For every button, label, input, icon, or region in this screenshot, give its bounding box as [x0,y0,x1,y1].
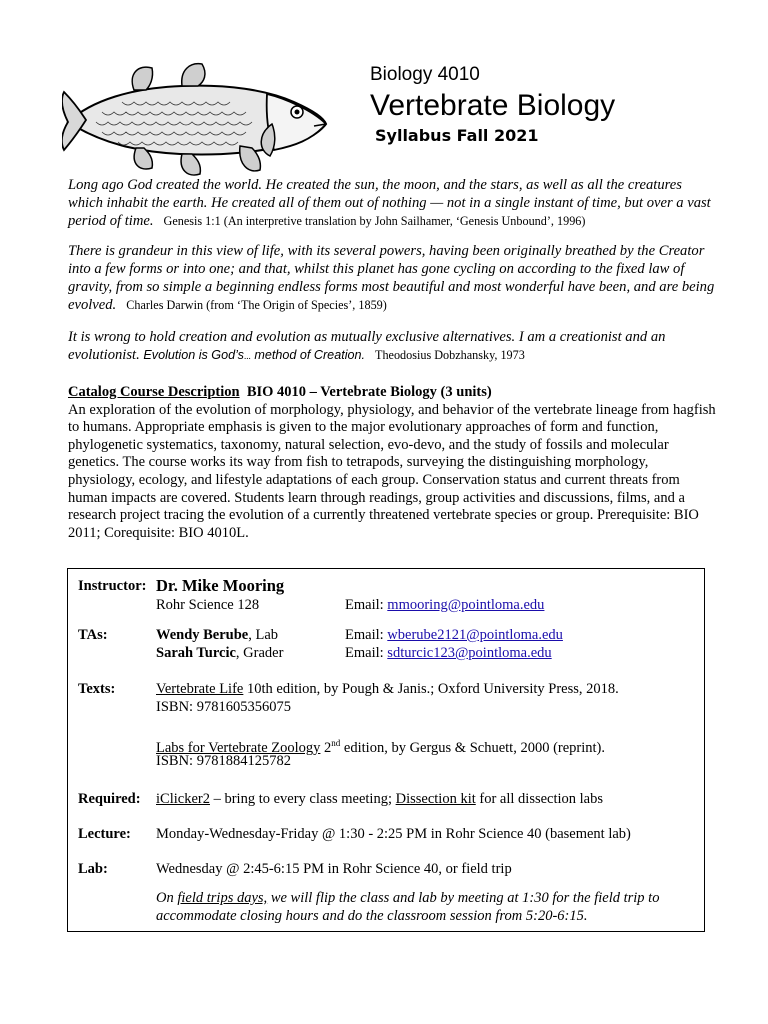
required-item-iclicker-note: – bring to every class meeting; [209,791,396,807]
ta-1 [156,627,278,645]
instructor-name: Dr. Mike Mooring [156,576,285,595]
required-label: Required: [78,791,141,807]
textbook-1-isbn: ISBN: 9781605356075 [156,699,291,715]
textbook-2-isbn: ISBN: 9781884125782 [156,753,291,769]
required-item-dissection-note: for all dissection labs [475,791,604,807]
instructor-label: Instructor: [78,578,147,594]
course-info-box [67,568,705,932]
ta-2-email [345,645,552,663]
course-title: Vertebrate Biology [370,89,616,122]
catalog-label: Catalog Course Description [68,384,240,400]
lab-label: Lab: [78,861,108,877]
catalog-heading [68,384,718,402]
required-item-dissection-kit: Dissection kit [395,791,476,807]
quote-text: It is wrong to hold creation and evolution as mutually exclusive alternatives. I am a creationist and an evolutionist. [68,329,666,363]
catalog-course: BIO 4010 – Vertebrate Biology (3 units) [246,384,492,400]
lab-schedule: Wednesday @ 2:45-6:15 PM in Rohr Science 40, or field trip [156,861,512,877]
instructor-office: Rohr Science 128 [156,597,260,613]
ta-1-email-link[interactable]: wberube2121@pointloma.edu [387,627,563,643]
required-item-iclicker: iClicker2 [156,791,210,807]
quote-source: Theodosius Dobzhansky, 1973 [375,348,525,362]
catalog-description [68,384,718,542]
quote-darwin [68,242,718,314]
email-label: Email: [345,627,384,643]
ta-2 [156,645,283,663]
ta-1-email [345,627,563,645]
textbook-1 [156,681,619,699]
field-trip-note [156,889,686,925]
field-trip-note-a: On [156,890,178,906]
tas-label: TAs: [78,627,108,643]
quote-ellipsis: ... [243,351,251,361]
course-number: Biology 4010 [370,64,480,85]
quote-source: Charles Darwin (from ‘The Origin of Species’, 1859) [126,298,387,312]
ta-2-name: Sarah Turcic [156,645,236,661]
required-items [156,791,603,809]
ta-2-role: , Grader [235,645,284,661]
ta-1-role: , Lab [248,627,279,643]
ta-1-name: Wendy Berube [156,627,249,643]
syllabus-term: Syllabus Fall 2021 [375,126,539,145]
quote-inline-a: Evolution is God’s [143,348,244,362]
textbook-1-details: 10th edition, by Pough & Janis.; Oxford University Press, 2018. [243,681,619,697]
instructor-email-link[interactable]: mmooring@pointloma.edu [387,597,545,613]
textbook-2-title: Labs for Vertebrate Zoology [156,739,321,756]
textbook-2-edition: 2 [320,739,332,756]
lecture-label: Lecture: [78,826,131,842]
quote-source: Genesis 1:1 (An interpretive translation by John Sailhamer, ‘Genesis Unbound’, 1996) [163,214,586,228]
ta-2-email-link[interactable]: sdturcic123@pointloma.edu [387,645,552,661]
textbook-1-title: Vertebrate Life [156,681,244,697]
catalog-body: An exploration of the evolution of morphology, physiology, and behavior of the vertebrate lineage from hagfish to humans. Appropriate emphasis is given to the major evolutionary approaches of form and function, phylogenetic systematics, taxonomy, natural selection, evo-devo, and the study of fossils and molecular genetics. The course works its way from fish to tetrapods, surveying the distinguishing morphology, physiology, ecology, and lifestyle adaptations of each group. Conservation status and current threats from human impacts are covered. Students learn through readings, group activities and discussions, films, and a research project tracing the evolution of a currently threatened vertebrate species or group. Prerequisite: BIO 2011; Corequisite: BIO 4010L. [68,401,716,541]
texts-label: Texts: [78,681,116,697]
quote-text: Long ago God created the world. He created the sun, the moon, and the stars, as well as all the creatures which inhabit the earth. He created all of them out of nothing — not in a single instant of time, but over a vast period of time. [68,177,711,229]
field-trip-note-link: field trips days, [177,890,268,906]
instructor-email [345,597,544,615]
email-label: Email: [345,645,384,661]
lecture-schedule: Monday-Wednesday-Friday @ 1:30 - 2:25 PM in Rohr Science 40 (basement lab) [156,826,631,842]
email-label: Email: [345,597,384,613]
quote-text: There is grandeur in this view of life, with its several powers, having been originally breathed by the Creator into a few forms or into one; and that, whilst this planet has gone cycling on according to the fixed law of gravity, from so simple a beginning endless forms most beautiful and most wonderful have been, and are being evolved. [68,243,715,313]
quote-inline-b: method of Creation. [254,348,365,362]
coelacanth-illustration [62,60,330,178]
textbook-2-details: edition, by Gergus & Schuett, 2000 (reprint). [340,739,606,756]
quote-dobzhansky [68,328,718,365]
field-trip-note-b: we will flip the class and lab by meeting at 1:30 for the field trip to accommodate closing hours and do the classroom session from 5:20-6:15. [156,890,660,924]
textbook-2-edition-sup: nd [331,738,341,748]
quote-genesis [68,176,718,230]
